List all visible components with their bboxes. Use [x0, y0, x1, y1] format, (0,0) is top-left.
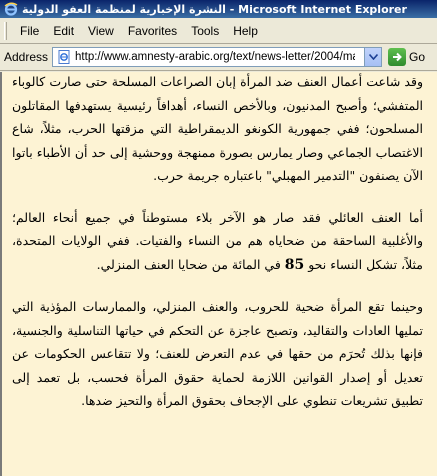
menu-edit[interactable]: Edit: [53, 23, 75, 38]
address-field-container[interactable]: [52, 47, 382, 67]
title-bar: [0, 0, 437, 18]
menu-favorites[interactable]: Favorites: [127, 23, 178, 38]
address-bar: [0, 44, 437, 71]
go-button[interactable]: [388, 48, 425, 66]
window-title: النشرة الإخبارية لمنظمة العفو الدولية - Microsoft Internet Explorer: [22, 2, 407, 16]
menu-view[interactable]: View: [88, 23, 114, 38]
toolbar-grip[interactable]: [4, 22, 7, 40]
page-icon: [56, 49, 72, 65]
paragraph-rights-denial: وحينما تقع المرأة ضحية للحروب، والعنف المنزلي، والممارسات المؤذية التي تمليها العادات والتقاليد، وتصبح عاجزة عن التحكم في حياتها التناسلية والجنسية، فإنها بذلك تُحرَم من حقها في عدم التعرض للعنف؛ ولا تتقاعس الحكومات عن تعديل أو إصدار القوانين اللازمة لحماية حقوق المرأة فحسب، بل تعمد إلى تطبيق تشريعات تنطوي على الإجحاف بحقوق المرأة والتحيز ضدها.: [12, 299, 423, 408]
go-label: Go: [409, 50, 426, 64]
address-input[interactable]: [75, 51, 355, 63]
chevron-down-icon: [369, 54, 378, 60]
menu-tools[interactable]: Tools: [191, 23, 220, 38]
paragraph-text-a: أما العنف العائلي فقد صار هو الآخر بلاء مستوطناً في جميع أنحاء العالم؛ والأغلبية الساحقة من ضحاياه هم من النساء والفتيات. ففي الولايات المتحدة، مثلاً، تشكل النساء نحو: [12, 209, 423, 272]
menu-bar: [0, 18, 437, 44]
paragraph-domestic-violence: [12, 206, 423, 278]
page-content[interactable]: [0, 72, 437, 476]
paragraph-conflict-violence: وقد شاعت أعمال العنف ضد المرأة إبان الصراعات المسلحة حتى صارت كالوباء المتفشي؛ وأصبح المدنيون، وبالأخص النساء، أهدافاً رئيسية يستهدفها المقاتلون المسلحون؛ ففي جمهورية الكونغو الديمقراطية التي مزقتها الحرب، مثلاً، شاع الاغتصاب الجماعي وصار يمارس بصورة ممنهجة ووحشية إلى حد أن الأطباء باتوا الآن يصنفون "التدمير المهبلي" باعتباره جريمة حرب.: [12, 74, 423, 183]
menu-file[interactable]: File: [20, 23, 40, 38]
menu-help[interactable]: Help: [233, 23, 258, 38]
percentage-value: 85: [284, 256, 305, 273]
paragraph-text-b: في المائة من ضحايا العنف المنزلي.: [96, 256, 285, 272]
go-arrow-icon: [388, 48, 406, 66]
article-body: [2, 72, 437, 413]
address-dropdown-button[interactable]: [364, 48, 381, 66]
internet-explorer-icon: [4, 2, 18, 16]
address-label: Address: [4, 50, 49, 64]
